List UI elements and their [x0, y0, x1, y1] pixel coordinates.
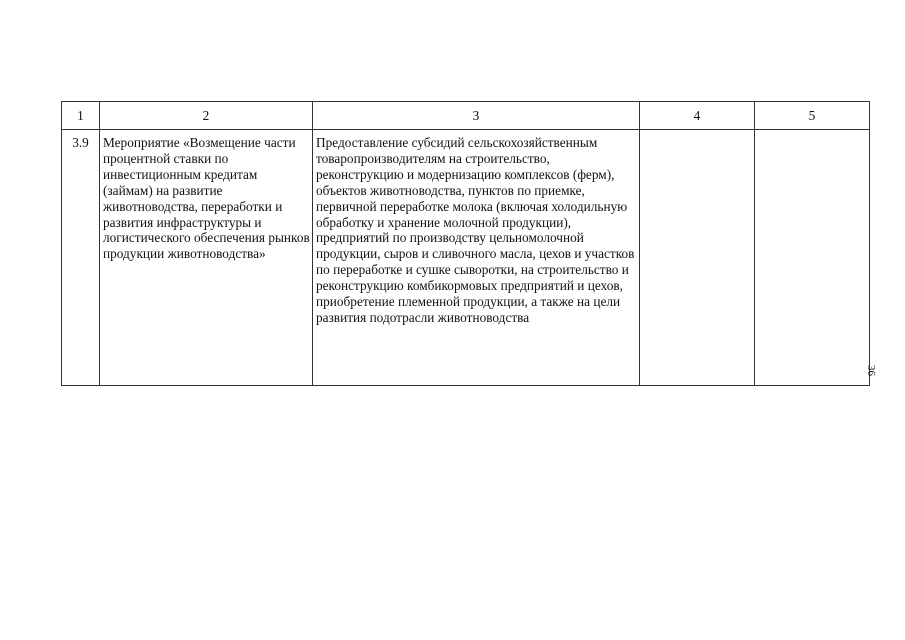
measure-name: Мероприятие «Возмещение части процентной ставки по инвестиционным кредитам (займам) на развитие животноводства, переработки и развития инфраструктуры и логистического обеспечения рынков продукции животноводства» — [100, 130, 313, 386]
cell-col-4 — [640, 130, 755, 386]
table-header-row — [62, 102, 870, 130]
measure-description: Предоставление субсидий сельскохозяйственным товаропроизводителям на строительство, реконструкцию и модернизацию комплексов (ферм), объектов животноводства, пунктов по приемке, первичной переработке молока (включая холодильную обработку и хранение молочной продукции), предприятий по производству цельномолочной продукции, сыров и сливочного масла, цехов и участков по переработке и сушке сыворотки, на строительство и реконструкцию комбикормовых предприятий и цехов, приобретение племенной продукции, а также на цели развития подотрасли животноводства — [313, 130, 640, 386]
header-col-5: 5 — [755, 102, 870, 130]
cell-col-5 — [755, 130, 870, 386]
program-measures-table — [61, 101, 870, 386]
header-col-3: 3 — [313, 102, 640, 130]
header-col-1: 1 — [62, 102, 100, 130]
header-col-4: 4 — [640, 102, 755, 130]
table-row — [62, 130, 870, 386]
header-col-2: 2 — [100, 102, 313, 130]
page-number: 36 — [865, 365, 877, 376]
row-number: 3.9 — [62, 130, 100, 386]
